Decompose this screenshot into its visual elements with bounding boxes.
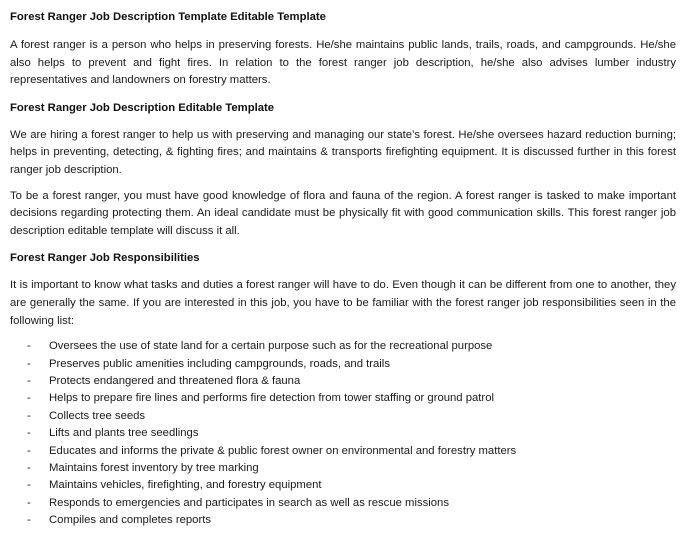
- bullet-dash: -: [27, 357, 31, 370]
- document-title: Forest Ranger Job Description Template Editable Template: [10, 11, 326, 23]
- description-paragraph-2: To be a forest ranger, you must have good knowledge of flora and fauna of the region. A forest ranger is tasked to make important decisions regarding protecting them. An ideal candidate must be physically fit with good communication skills. This forest ranger job description editable template will discuss it all.: [10, 189, 676, 237]
- bullet-dash: -: [27, 409, 31, 422]
- list-item-text: Responds to emergencies and participates in search as well as rescue missions: [49, 496, 449, 509]
- list-item-text: Protects endangered and threatened flora & fauna: [49, 374, 301, 387]
- bullet-dash: -: [27, 444, 31, 457]
- bullet-dash: -: [27, 392, 31, 405]
- list-item-text: Collects tree seeds: [49, 409, 146, 422]
- list-item-text: Compiles and completes reports: [49, 514, 211, 527]
- bullet-dash: -: [27, 461, 31, 474]
- list-item: [10, 443, 676, 460]
- list-item: [10, 356, 676, 373]
- list-item: [10, 477, 676, 494]
- list-item-text: Lifts and plants tree seedlings: [49, 427, 199, 440]
- list-item-text: Educates and informs the private & public forest owner on environmental and forestry matters: [49, 444, 517, 457]
- section-heading-responsibilities: Forest Ranger Job Responsibilities: [10, 252, 200, 265]
- bullet-dash: -: [27, 514, 31, 527]
- list-item: [10, 373, 676, 390]
- bullet-dash: -: [27, 496, 31, 509]
- bullet-dash: -: [27, 374, 31, 387]
- list-item: [10, 460, 676, 477]
- responsibilities-paragraph: It is important to know what tasks and duties a forest ranger will have to do. Even though it can be different from one to another, they are generally the same. If you are interested in this job, you have to be familiar with the forest ranger job responsibilities seen in the following list:: [10, 279, 676, 327]
- intro-paragraph: A forest ranger is a person who helps in preserving forests. He/she maintains public lands, trails, roads, and campgrounds. He/she also helps to prevent and fight fires. In relation to the forest ranger job description, he/she also advises lumber industry representatives and landowners on forestry matters.: [10, 39, 676, 87]
- bullet-dash: -: [27, 340, 31, 353]
- list-item: [10, 390, 676, 407]
- list-item-text: Preserves public amenities including campgrounds, roads, and trails: [49, 357, 390, 370]
- list-item-text: Maintains vehicles, firefighting, and forestry equipment: [49, 479, 322, 492]
- bullet-dash: -: [27, 479, 31, 492]
- bullet-dash: -: [27, 427, 31, 440]
- list-item: [10, 408, 676, 425]
- list-item: [10, 338, 676, 355]
- list-item-text: Helps to prepare fire lines and performs fire detection from tower staffing or ground patrol: [49, 392, 494, 405]
- list-item-text: Oversees the use of state land for a certain purpose such as for the recreational purpose: [49, 340, 493, 353]
- list-item-text: Maintains forest inventory by tree marking: [49, 461, 259, 474]
- list-item: [10, 425, 676, 442]
- description-paragraph-1: We are hiring a forest ranger to help us with preserving and managing our state’s forest. He/she oversees hazard reduction burning; helps in preventing, detecting, & fighting fires; and maintains & transports firefighting equipment. It is discussed further in this forest ranger job description.: [10, 128, 676, 176]
- list-item: [10, 512, 676, 529]
- responsibilities-list: [10, 338, 676, 529]
- list-item: [10, 495, 676, 512]
- section-heading-description: Forest Ranger Job Description Editable Template: [10, 101, 275, 114]
